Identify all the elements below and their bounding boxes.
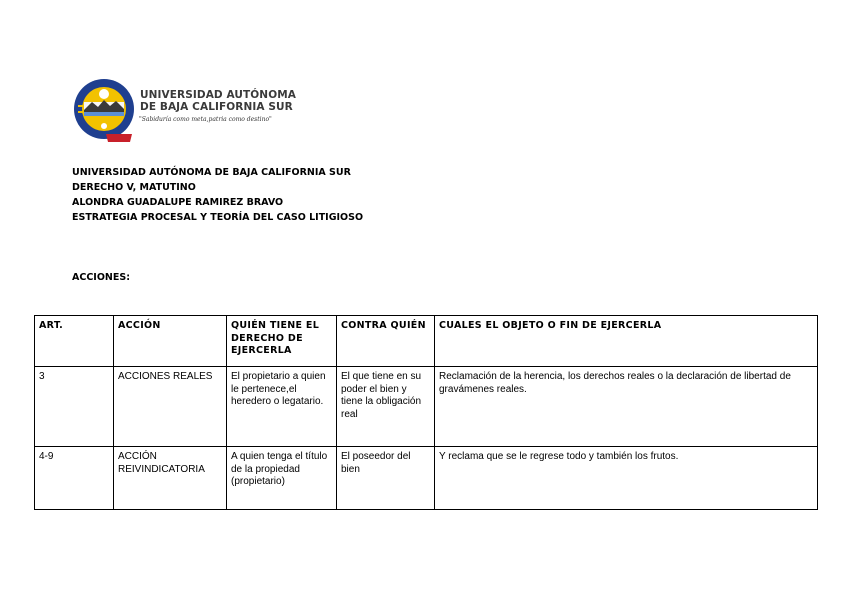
section-title: ACCIONES: [72,272,130,283]
cell-quien: A quien tenga el título de la propiedad (propietario) [227,447,337,510]
header-course: DERECHO V, MATUTINO [72,182,196,193]
cell-accion: ACCIONES REALES [114,367,227,447]
actions-table [34,315,818,510]
cell-contra: El poseedor del bien [337,447,435,510]
header-student: ALONDRA GUADALUPE RAMIREZ BRAVO [72,197,284,208]
logo-university-name: UNIVERSIDAD AUTÓNOMA DE BAJA CALIFORNIA SUR [140,89,296,113]
column-header-quien-tiene-derecho: QUIÉN TIENE EL DERECHO DE EJERCERLA [227,316,337,367]
header-university: UNIVERSIDAD AUTÓNOMA DE BAJA CALIFORNIA SUR [72,167,351,178]
table-row [35,367,818,447]
cell-art: 4-9 [35,447,114,510]
document-header [72,165,363,225]
column-header-art: ART. [35,316,114,367]
cell-accion: ACCIÓN REIVINDICATORIA [114,447,227,510]
cell-quien: El propietario a quien le pertenece,el heredero o legatario. [227,367,337,447]
cell-objeto: Y reclama que se le regrese todo y también los frutos. [435,447,818,510]
table-row [35,447,818,510]
column-header-accion: ACCIÓN [114,316,227,367]
cell-objeto: Reclamación de la herencia, los derechos reales o la declaración de libertad de gravámenes reales. [435,367,818,447]
table-header-row [35,316,818,367]
header-subject: ESTRATEGIA PROCESAL Y TEORÍA DEL CASO LITIGIOSO [72,212,364,223]
university-seal-icon [70,76,140,146]
cell-contra: El que tiene en su poder el bien y tiene la obligación real [337,367,435,447]
column-header-objeto-fin: CUALES EL OBJETO O FIN DE EJERCERLA [435,316,818,367]
cell-art: 3 [35,367,114,447]
logo-motto: "Sabiduría como meta,patria como destino" [139,116,272,123]
column-header-contra-quien: CONTRA QUIÉN [337,316,435,367]
